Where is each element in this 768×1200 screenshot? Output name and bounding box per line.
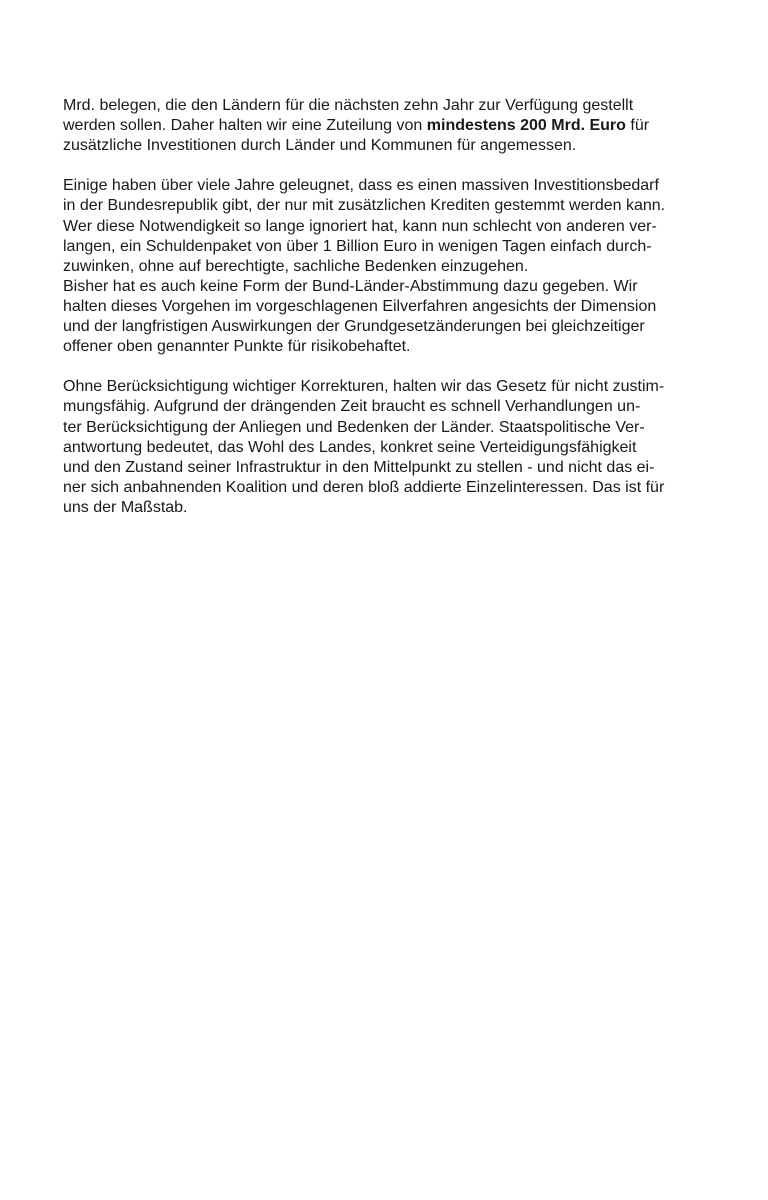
text-line: in der Bundesrepublik gibt, der nur mit zusätzlichen Krediten gestemmt werden kann. xyxy=(63,197,666,215)
paragraph-investment-need xyxy=(63,176,723,357)
text-line: und den Zustand seiner Infrastruktur in den Mittelpunkt zu stellen - und nicht das ei- xyxy=(63,458,655,476)
text-line: werden sollen. Daher halten wir eine Zuteilung von mindestens 200 Mrd. Euro für xyxy=(63,117,650,135)
text-line: Mrd. belegen, die den Ländern für die nächsten zehn Jahr zur Verfügung gestellt xyxy=(63,97,634,114)
text-line: antwortung bedeutet, das Wohl des Landes, konkret seine Verteidigungsfähigkeit xyxy=(63,438,637,456)
text-line: mungsfähig. Aufgrund der drängenden Zeit braucht es schnell Verhandlungen un- xyxy=(63,398,641,416)
emphasis-amount: mindestens 200 Mrd. Euro xyxy=(426,117,626,135)
text-line: ner sich anbahnenden Koalition und deren bloß addierte Einzelinteressen. Das ist für xyxy=(63,478,665,496)
paragraph-funding-allocation xyxy=(63,96,723,156)
text-line: und der langfristigen Auswirkungen der Grundgesetzänderungen bei gleichzeitiger xyxy=(63,318,645,336)
text-line: uns der Maßstab. xyxy=(63,498,188,516)
text-line: Bisher hat es auch keine Form der Bund-Länder-Abstimmung dazu gegeben. Wir xyxy=(63,277,638,295)
paragraph-conclusion xyxy=(63,377,723,518)
text-line: Einige haben über viele Jahre geleugnet, dass es einen massiven Investitionsbedarf xyxy=(63,177,659,195)
text-line: zusätzliche Investitionen durch Länder und Kommunen für angemessen. xyxy=(63,137,577,155)
text-line: Ohne Berücksichtigung wichtiger Korrekturen, halten wir das Gesetz für nicht zustim- xyxy=(63,378,665,396)
text-line: halten dieses Vorgehen im vorgeschlagenen Eilverfahren angesichts der Dimension xyxy=(63,297,657,315)
text-line: langen, ein Schuldenpaket von über 1 Billion Euro in wenigen Tagen einfach durch- xyxy=(63,237,652,255)
text-line: zuwinken, ohne auf berechtigte, sachliche Bedenken einzugehen. xyxy=(63,257,529,275)
text-line: ter Berücksichtigung der Anliegen und Bedenken der Länder. Staatspolitische Ver- xyxy=(63,418,645,436)
body-text xyxy=(63,96,723,538)
text-line: Wer diese Notwendigkeit so lange ignoriert hat, kann nun schlecht von anderen ver- xyxy=(63,217,657,235)
text-line: offener oben genannter Punkte für risikobehaftet. xyxy=(63,338,411,356)
